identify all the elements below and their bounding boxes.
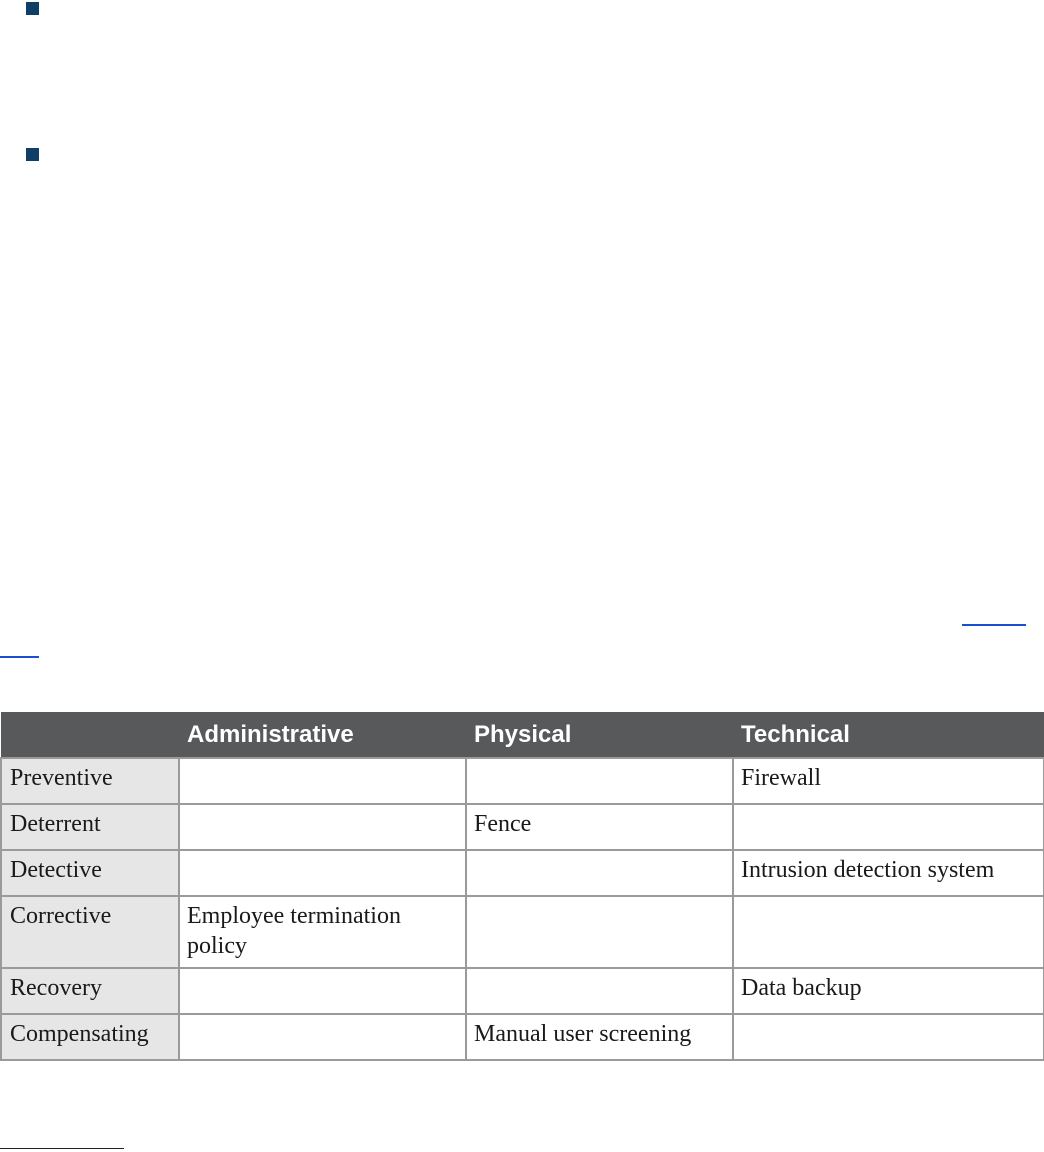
cell-physical [466, 758, 733, 804]
footnote-divider [0, 1148, 124, 1149]
row-label: Corrective [1, 896, 179, 968]
header-technical: Technical [733, 712, 1044, 758]
cell-administrative [179, 758, 466, 804]
header-administrative: Administrative [179, 712, 466, 758]
cross-reference-link[interactable] [0, 656, 39, 658]
row-label: Recovery [1, 968, 179, 1014]
cell-technical [733, 804, 1044, 850]
cell-administrative [179, 1014, 466, 1060]
cell-administrative [179, 968, 466, 1014]
security-controls-table [0, 712, 1044, 1061]
row-label: Deterrent [1, 804, 179, 850]
table-row [1, 968, 1044, 1014]
table-header-row [1, 712, 1044, 758]
table-row [1, 758, 1044, 804]
cell-technical [733, 896, 1044, 968]
cross-reference-link[interactable] [962, 624, 1026, 626]
cell-administrative [179, 804, 466, 850]
cell-physical: Fence [466, 804, 733, 850]
header-physical: Physical [466, 712, 733, 758]
list-bullet-icon [26, 2, 39, 15]
table-row [1, 804, 1044, 850]
cell-physical [466, 896, 733, 968]
table-row [1, 850, 1044, 896]
table-row [1, 1014, 1044, 1060]
row-label: Preventive [1, 758, 179, 804]
row-label: Compensating [1, 1014, 179, 1060]
cell-physical: Manual user screening [466, 1014, 733, 1060]
cell-administrative [179, 850, 466, 896]
cell-administrative: Employee termination policy [179, 896, 466, 968]
list-bullet-icon [26, 148, 39, 161]
cell-technical [733, 1014, 1044, 1060]
cell-physical [466, 850, 733, 896]
header-corner-cell [1, 712, 179, 758]
table-row [1, 896, 1044, 968]
cell-physical [466, 968, 733, 1014]
cell-technical: Intrusion detection system [733, 850, 1044, 896]
cell-technical: Firewall [733, 758, 1044, 804]
cell-technical: Data backup [733, 968, 1044, 1014]
row-label: Detective [1, 850, 179, 896]
